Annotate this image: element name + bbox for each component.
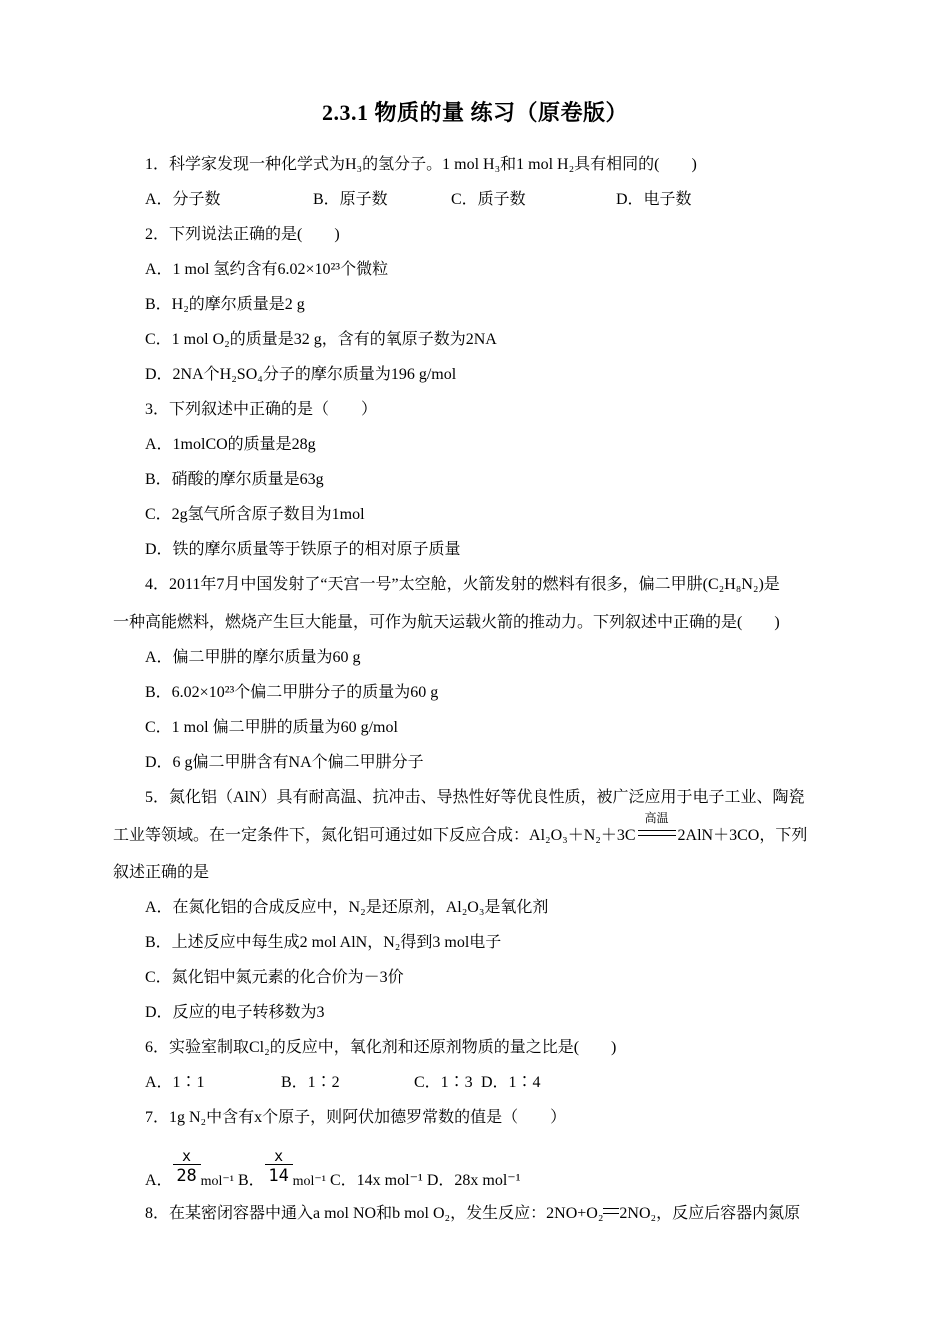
q3-option-a: A．1molCO的质量是28g [145,436,316,453]
q7-b-unit: mol⁻¹ [292,1174,326,1189]
question-1-options [145,189,692,211]
q2-option-a: A．1 mol 氢约含有6.02×10²³个微粒 [145,261,389,278]
q3-option-c: C．2g氢气所含原子数目为1mol [145,506,365,523]
q5-option-d: D．反应的电子转移数为3 [145,1004,325,1021]
q5-reaction-left: Al₂O₃＋N₂＋3C [529,827,636,844]
q7-a-fraction [173,1147,201,1187]
question-6-stem: 6．实验室制取Cl₂的反应中，氧化剂和还原剂物质的量之比是( ) [145,1039,617,1056]
question-4-stem-line1: 4．2011年7月中国发射了“天宫一号”太空舱，火箭发射的燃料有很多，偏二甲肼(C₂H₈N₂)是 [145,576,780,593]
q8-stem-text: 8．在某密闭容器中通入a mol NO和b mol O₂，发生反应： [145,1205,547,1222]
question-8-stem [145,1203,800,1225]
q1-option-b: B．原子数 [313,191,388,208]
q4-option-a: A．偏二甲肼的摩尔质量为60 g [145,649,361,666]
q5-stem-text: 工业等领域。在一定条件下，氮化铝可通过如下反应合成： [113,827,530,844]
q7-option-d: D．28x mol⁻¹ [426,1172,521,1189]
q6-option-c: C．1∶3 [414,1074,473,1091]
q6-option-d: D．1∶4 [481,1074,541,1091]
q7-b-fraction [265,1147,293,1187]
q5-option-c: C．氮化铝中氮元素的化合价为－3价 [145,969,404,986]
q4-option-d: D．6 g偏二甲肼含有NA个偏二甲肼分子 [145,754,424,771]
q8-reaction-right: 2NO₂，反应后容器内氮原 [619,1205,801,1222]
q6-option-b: B．1∶2 [281,1074,340,1091]
q4-option-b: B．6.02×10²³个偏二甲肼分子的质量为60 g [145,684,439,701]
q1-option-d: D．电子数 [616,191,692,208]
q3-option-b: B．硝酸的摩尔质量是63g [145,471,324,488]
question-1-stem: 1．科学家发现一种化学式为H₃的氢分子。1 mol H₃和1 mol H₂具有相同的( ) [145,156,697,173]
q1-option-a: A．分子数 [145,191,221,208]
q2-option-b: B．H₂的摩尔质量是2 g [145,296,305,313]
question-2-stem: 2．下列说法正确的是( ) [145,226,340,243]
question-6-options [145,1072,541,1094]
question-7-stem: 7．1g N₂中含有x个原子，则阿伏加德罗常数的值是（ ） [145,1109,567,1126]
q3-option-d: D．铁的摩尔质量等于铁原子的相对原子质量 [145,541,461,558]
question-5-stem-line3: 叙述正确的是 [113,864,210,881]
q7-a-numerator: x [182,1147,192,1165]
q2-option-d: D．2NA个H₂SO₄分子的摩尔质量为196 g/mol [145,366,457,383]
question-5-stem-line1: 5．氮化铝（AlN）具有耐高温、抗冲击、导热性好等优良性质，被广泛应用于电子工业、陶瓷 [145,789,805,806]
q7-b-label: B． [237,1172,265,1189]
q7-a-unit: mol⁻¹ [200,1174,234,1189]
q8-reaction-left: 2NO+O₂ [546,1205,604,1222]
q7-b-numerator: x [274,1147,284,1165]
q2-option-c: C．1 mol O₂的质量是32 g，含有的氧原子数为2NA [145,331,497,348]
question-5-stem-line2 [113,811,808,847]
q7-b-denominator: 14 [268,1166,289,1186]
q7-option-a [145,1147,234,1189]
q5-option-a: A．在氮化铝的合成反应中，N₂是还原剂，Al₂O₃是氧化剂 [145,899,549,916]
q5-option-b: B．上述反应中每生成2 mol AlN，N₂得到3 mol电子 [145,934,502,951]
q5-reaction-right: 2AlN＋3CO，下列 [677,827,808,844]
q7-option-c: C．14x mol⁻¹ [330,1172,423,1189]
q7-a-label: A． [145,1172,173,1189]
q6-option-a: A．1∶1 [145,1074,205,1091]
q7-a-denominator: 28 [176,1166,197,1186]
question-4-stem-line2: 一种高能燃料，燃烧产生巨大能量，可作为航天运载火箭的推动力。下列叙述中正确的是( ) [113,614,780,631]
q4-option-c: C．1 mol 偏二甲肼的质量为60 g/mol [145,719,398,736]
question-7-options [145,1147,521,1193]
reaction-arrow [636,811,678,847]
double-line-icon [638,830,676,836]
question-3-stem: 3．下列叙述中正确的是（ ） [145,401,378,418]
double-line-icon [603,1208,619,1214]
reaction-condition: 高温 [644,811,669,825]
q7-option-b [237,1147,326,1189]
page-title: 2.3.1 物质的量 练习（原卷版） [321,100,628,125]
q1-option-c: C．质子数 [451,191,526,208]
